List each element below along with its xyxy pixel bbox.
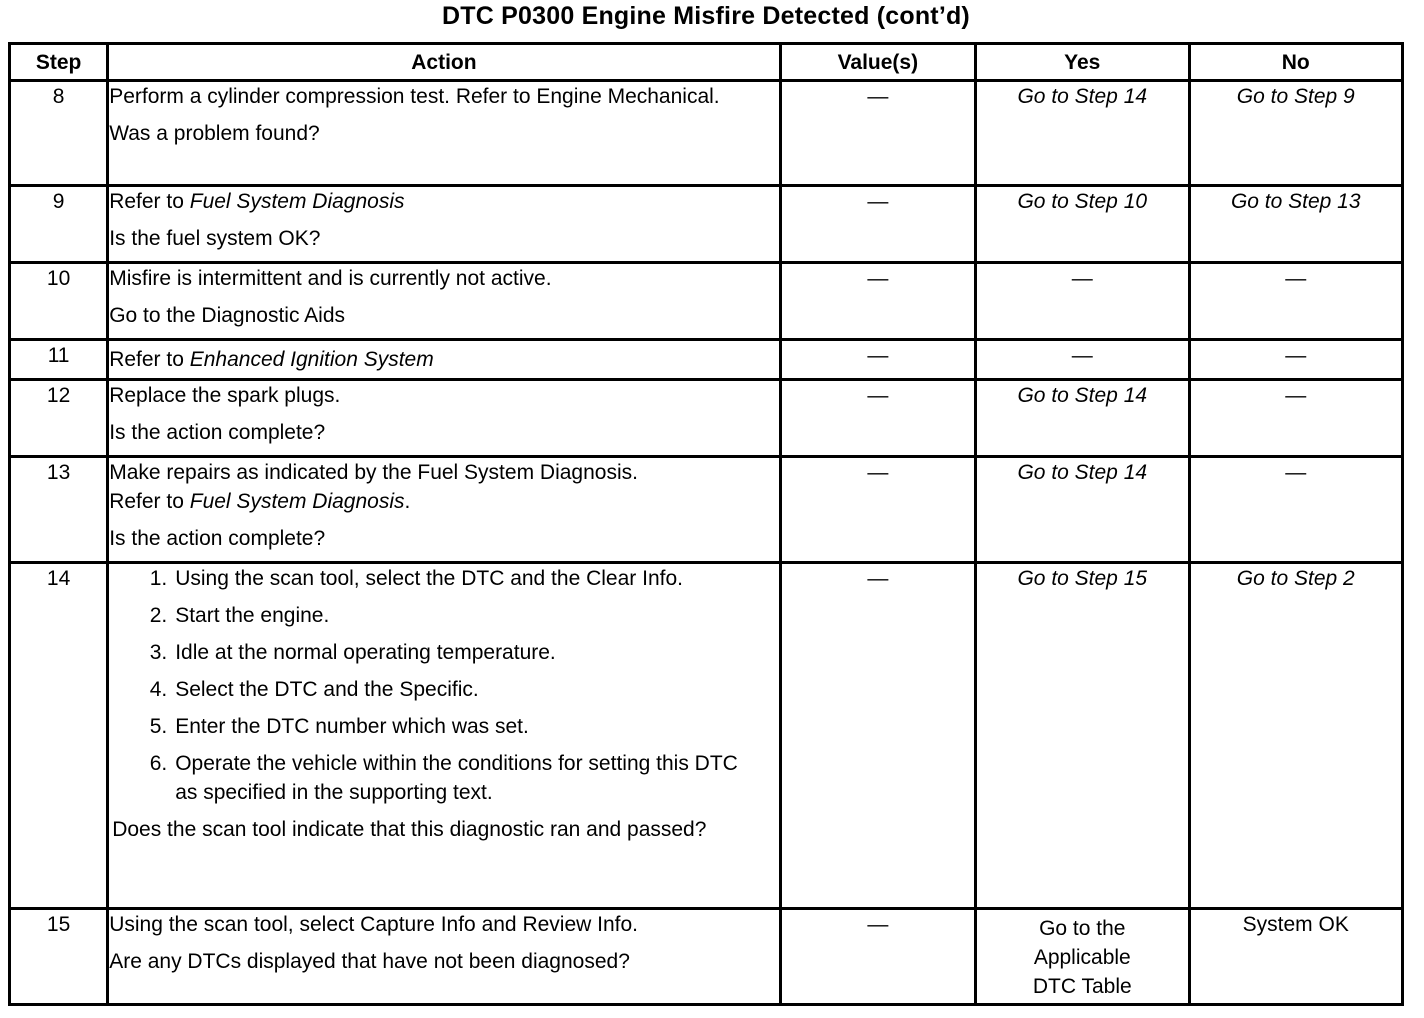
value-cell: — <box>780 186 975 263</box>
action-text <box>109 345 778 374</box>
yes-cell <box>976 909 1189 1005</box>
list-text: Operate the vehicle within the conditions for setting this DTC as specified in the supporting text. <box>175 752 738 804</box>
action-cell <box>108 909 780 1005</box>
reference-link: Fuel System Diagnosis <box>189 190 405 213</box>
action-cell <box>108 263 780 340</box>
action-question: Does the scan tool indicate that this diagnostic ran and passed? <box>112 818 707 841</box>
list-text: Select the DTC and the Specific. <box>175 678 479 701</box>
action-text: Perform a cylinder compression test. Refer to Engine Mechanical. <box>109 85 720 108</box>
action-text: Misfire is intermittent and is currently not active. <box>109 267 552 290</box>
reference-link: Enhanced Ignition System <box>189 348 434 371</box>
value-cell: — <box>780 81 975 186</box>
yes-cell: Go to Step 15 <box>976 563 1189 909</box>
step-number: 8 <box>10 81 108 186</box>
header-values: Value(s) <box>780 44 975 81</box>
header-no: No <box>1189 44 1403 81</box>
action-cell <box>108 457 780 563</box>
yes-cell: Go to Step 14 <box>976 81 1189 186</box>
action-cell <box>108 380 780 457</box>
table-row <box>10 380 1403 457</box>
action-question: Are any DTCs displayed that have not been diagnosed? <box>109 950 630 973</box>
list-item <box>112 712 778 741</box>
table-header-row <box>10 44 1403 81</box>
list-item <box>112 638 778 667</box>
list-item <box>112 564 778 593</box>
step-number: 14 <box>10 563 108 909</box>
header-yes: Yes <box>976 44 1189 81</box>
action-cell <box>108 81 780 186</box>
step-number: 12 <box>10 380 108 457</box>
reference-link: Fuel System Diagnosis <box>189 490 405 513</box>
step-number: 15 <box>10 909 108 1005</box>
table-row <box>10 81 1403 186</box>
table-row <box>10 563 1403 909</box>
list-item <box>112 675 778 704</box>
yes-cell: — <box>976 263 1189 340</box>
no-cell: Go to Step 9 <box>1189 81 1403 186</box>
action-text: Replace the spark plugs. <box>109 384 341 407</box>
action-text <box>109 458 778 516</box>
action-text-suffix: . <box>404 490 411 513</box>
step-number: 9 <box>10 186 108 263</box>
action-question: Is the action complete? <box>109 421 326 444</box>
action-question: Go to the Diagnostic Aids <box>109 304 346 327</box>
table-row <box>10 909 1403 1005</box>
list-number: 2. <box>149 604 168 627</box>
list-item <box>112 601 778 630</box>
step-number: 11 <box>10 340 108 380</box>
value-cell: — <box>780 909 975 1005</box>
action-text <box>109 187 778 216</box>
list-text: Using the scan tool, select the DTC and the Clear Info. <box>175 567 683 590</box>
action-text-prefix: Refer to <box>109 348 190 371</box>
yes-line: Applicable <box>1033 946 1131 969</box>
value-cell: — <box>780 263 975 340</box>
action-text-prefix: Refer to <box>109 190 190 213</box>
action-cell <box>108 563 780 909</box>
list-number: 6. <box>149 752 168 775</box>
list-text: Enter the DTC number which was set. <box>175 715 529 738</box>
value-cell: — <box>780 340 975 380</box>
list-number: 5. <box>149 715 168 738</box>
no-cell: Go to Step 2 <box>1189 563 1403 909</box>
yes-cell: Go to Step 14 <box>976 380 1189 457</box>
action-cell <box>108 340 780 380</box>
table-row <box>10 457 1403 563</box>
list-number: 1. <box>149 567 168 590</box>
header-action: Action <box>108 44 780 81</box>
action-cell <box>108 186 780 263</box>
no-cell: — <box>1189 457 1403 563</box>
no-cell: — <box>1189 340 1403 380</box>
action-question: Is the fuel system OK? <box>109 227 321 250</box>
step-number: 10 <box>10 263 108 340</box>
list-number: 4. <box>149 678 168 701</box>
yes-cell: Go to Step 10 <box>976 186 1189 263</box>
value-cell: — <box>780 563 975 909</box>
header-step: Step <box>10 44 108 81</box>
dtc-table <box>8 42 1404 1006</box>
value-cell: — <box>780 457 975 563</box>
step-number: 13 <box>10 457 108 563</box>
list-text: Idle at the normal operating temperature. <box>175 641 556 664</box>
no-cell: System OK <box>1189 909 1403 1005</box>
action-text-prefix: Refer to <box>109 490 190 513</box>
action-question: Was a problem found? <box>109 122 320 145</box>
yes-line: Go to the <box>1039 917 1126 940</box>
yes-line: DTC Table <box>1032 975 1132 998</box>
table-row <box>10 263 1403 340</box>
procedure-list <box>112 564 778 807</box>
page-title: DTC P0300 Engine Misfire Detected (cont’d) <box>442 2 970 30</box>
no-cell: — <box>1189 380 1403 457</box>
yes-cell: — <box>976 340 1189 380</box>
list-text: Start the engine. <box>175 604 330 627</box>
list-item <box>112 749 778 807</box>
no-cell: Go to Step 13 <box>1189 186 1403 263</box>
list-number: 3. <box>149 641 168 664</box>
table-row <box>10 186 1403 263</box>
table-row <box>10 340 1403 380</box>
action-text-line: Make repairs as indicated by the Fuel System Diagnosis. <box>109 461 638 484</box>
action-question: Is the action complete? <box>109 527 326 550</box>
action-text: Using the scan tool, select Capture Info and Review Info. <box>109 913 638 936</box>
no-cell: — <box>1189 263 1403 340</box>
value-cell: — <box>780 380 975 457</box>
yes-cell: Go to Step 14 <box>976 457 1189 563</box>
